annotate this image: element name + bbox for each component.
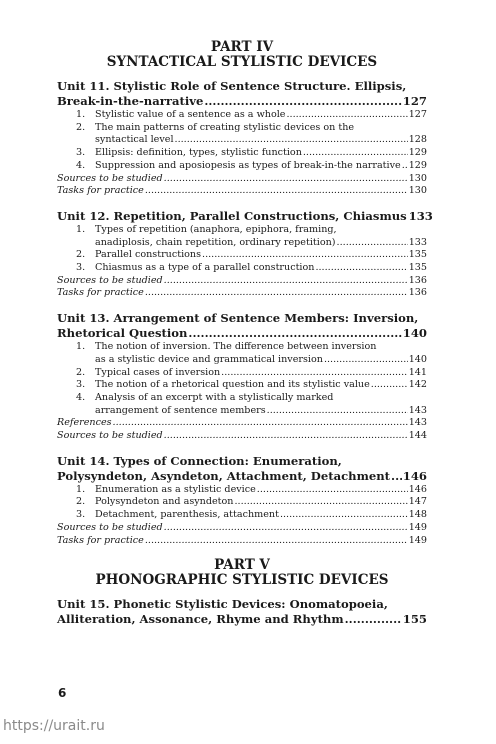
entry-number: 3. <box>76 379 86 391</box>
subsection-line <box>57 430 427 443</box>
dot-leader <box>221 367 408 380</box>
subsection-text: Sources to be studied <box>57 521 163 533</box>
entry-body <box>95 224 427 249</box>
entry-number: 4. <box>76 391 86 403</box>
entry-body <box>95 509 427 522</box>
subsection-page: 130 <box>408 172 427 184</box>
entry-number: 3. <box>76 262 86 274</box>
toc-subsection[interactable] <box>57 185 427 198</box>
subsection-line <box>57 417 427 430</box>
subsection-page: 136 <box>408 287 427 299</box>
entry-text: Polysyndeton and asyndeton <box>95 496 234 508</box>
entry-number: 3. <box>76 509 86 521</box>
unit-heading-page: 155 <box>402 612 427 627</box>
dot-leader <box>280 509 408 522</box>
part-label: PART V <box>214 557 270 574</box>
entry-body <box>95 122 427 147</box>
subsection-text: Tasks for practice <box>57 287 144 299</box>
subsection-line <box>57 173 427 186</box>
entry-page: 129 <box>408 147 427 159</box>
entry-page: 147 <box>408 496 427 508</box>
toc-subsection[interactable] <box>57 287 427 300</box>
subsection-page: 130 <box>408 185 427 197</box>
dot-leader <box>204 94 401 109</box>
entry-text: as a stylistic device and grammatical inversion <box>95 353 323 365</box>
entry-text: The notion of a rhetorical question and its stylistic value <box>95 379 370 391</box>
toc-entry[interactable] <box>57 367 427 380</box>
part-section <box>57 39 433 547</box>
toc-entry[interactable] <box>57 262 427 275</box>
toc-entry[interactable] <box>57 224 427 249</box>
part-title: PHONOGRAPHIC STYLISTIC DEVICES <box>95 572 389 589</box>
dot-leader <box>345 612 402 627</box>
entry-text: Analysis of an excerpt with a stylistically marked <box>95 391 334 403</box>
entry-number: 2. <box>76 249 86 261</box>
dot-leader <box>337 237 408 250</box>
entry-page: 135 <box>408 262 427 274</box>
toc-entry[interactable] <box>57 509 427 522</box>
dot-leader <box>286 109 407 122</box>
toc-subsection[interactable] <box>57 275 427 288</box>
entry-body <box>95 496 427 509</box>
unit-heading-page: 140 <box>402 326 427 341</box>
entry-body <box>95 379 427 392</box>
dot-leader <box>315 262 407 275</box>
subsection-page: 136 <box>408 274 427 286</box>
entry-text: anadiplosis, chain repetition, ordinary repetition) <box>95 236 336 248</box>
entry-text: Detachment, parenthesis, attachment <box>95 509 279 521</box>
entry-text: Suppression and aposiopesis as types of break-in-the narrative <box>95 159 401 171</box>
unit-heading-page: 127 <box>402 94 427 108</box>
subsection-text: References <box>57 417 112 429</box>
unit-heading-text: Unit 15. Phonetic Stylistic Devices: Onomatopoeia, <box>57 597 388 612</box>
dot-leader <box>188 326 401 341</box>
subsection-text: Sources to be studied <box>57 430 163 442</box>
entry-page: 140 <box>408 353 427 365</box>
toc-entry[interactable] <box>57 122 427 147</box>
unit-heading-text: Unit 11. Stylistic Role of Sentence Structure. Ellipsis, <box>57 79 407 93</box>
entry-line <box>95 147 427 160</box>
entry-body <box>95 249 427 262</box>
dot-leader <box>145 185 408 198</box>
unit-heading-page: 133 <box>408 208 433 223</box>
entry-body <box>95 109 427 122</box>
subsection-page: 149 <box>408 521 427 533</box>
dot-leader <box>235 496 408 509</box>
dot-leader <box>303 147 408 160</box>
entry-page: 142 <box>408 379 427 391</box>
toc-unit[interactable] <box>57 208 433 300</box>
dot-leader <box>402 160 408 173</box>
toc-unit[interactable] <box>57 454 427 548</box>
entry-line <box>95 249 427 262</box>
toc-entry[interactable] <box>57 379 427 392</box>
dot-leader <box>113 417 408 430</box>
dot-leader <box>324 354 408 367</box>
entry-text: Stylistic value of a sentence as a whole <box>95 109 286 120</box>
subsection-text: Tasks for practice <box>57 534 144 546</box>
toc-entry[interactable] <box>57 392 427 417</box>
dot-leader <box>202 249 408 262</box>
dot-leader <box>391 469 402 484</box>
subsection-line <box>57 535 427 548</box>
toc-unit[interactable] <box>57 311 427 443</box>
entry-page: 141 <box>408 366 427 378</box>
toc-unit[interactable] <box>57 597 427 627</box>
entry-number: 2. <box>76 496 86 508</box>
unit-heading-line <box>57 208 433 224</box>
dot-leader <box>164 430 408 443</box>
entry-number: 1. <box>76 223 86 235</box>
toc-entry[interactable] <box>57 484 427 497</box>
toc-subsection[interactable] <box>57 173 427 186</box>
unit-heading-line <box>57 469 427 484</box>
dot-leader <box>371 379 408 392</box>
toc-entry[interactable] <box>57 147 427 160</box>
unit-heading-page: 146 <box>402 468 427 483</box>
subsection-line <box>57 185 427 198</box>
unit-heading-text: Alliteration, Assonance, Rhyme and Rhythm <box>57 612 344 627</box>
entry-text: Parallel constructions <box>95 249 202 261</box>
entry-text: Ellipsis: definition, types, stylistic function <box>95 147 302 159</box>
part-label: PART IV <box>210 39 274 55</box>
entry-line <box>95 262 427 275</box>
entry-page: 146 <box>408 483 427 495</box>
toc-subsection[interactable] <box>57 522 427 535</box>
entry-body <box>95 392 427 417</box>
unit-heading-text: Unit 12. Repetition, Parallel Constructions, Chiasmus <box>57 208 407 223</box>
entry-text: Types of repetition (anaphora, epiphora, framing, <box>95 223 337 235</box>
entry-text: Enumeration as a stylistic device <box>95 483 256 495</box>
dot-leader <box>145 535 408 548</box>
entry-text: The notion of inversion. The difference between inversion <box>95 341 377 353</box>
unit-heading[interactable] <box>57 597 427 627</box>
entry-number: 2. <box>76 121 86 133</box>
entry-line <box>95 509 427 522</box>
toc-subsection[interactable] <box>57 417 427 430</box>
entry-page: 148 <box>408 509 427 521</box>
dot-leader <box>164 522 408 535</box>
subsection-page: 144 <box>408 430 427 442</box>
subsection-text: Sources to be studied <box>57 274 163 286</box>
unit-heading-line <box>57 326 427 341</box>
toc-entry[interactable] <box>57 496 427 509</box>
entry-line <box>95 367 427 380</box>
dot-leader <box>164 173 408 186</box>
subsection-text: Tasks for practice <box>57 185 144 197</box>
entry-body <box>95 367 427 380</box>
dot-leader <box>175 134 408 147</box>
entry-line <box>95 484 427 497</box>
unit-heading-text: Polysyndeton, Asyndeton, Attachment, Detachment <box>57 468 391 483</box>
entry-line <box>95 379 427 392</box>
subsection-page: 143 <box>408 417 427 429</box>
unit-heading[interactable] <box>57 311 427 341</box>
dot-leader <box>145 287 408 300</box>
dot-leader <box>164 275 408 288</box>
toc-entry[interactable] <box>57 341 427 366</box>
entry-body <box>95 160 427 173</box>
entry-number: 1. <box>76 341 86 353</box>
entry-page: 127 <box>408 109 427 120</box>
entry-text: Typical cases of inversion <box>95 366 221 378</box>
entry-number: 4. <box>76 159 86 171</box>
unit-heading-text: Unit 14. Types of Connection: Enumeration, <box>57 453 342 468</box>
entry-line <box>95 354 427 367</box>
entry-text: arrangement of sentence members <box>95 404 266 416</box>
entry-line <box>95 109 427 122</box>
entry-page: 128 <box>408 134 427 146</box>
toc-entry[interactable] <box>57 160 427 173</box>
part-section <box>57 558 427 627</box>
entry-body <box>95 147 427 160</box>
unit-heading-line <box>57 94 427 109</box>
subsection-line <box>57 287 427 300</box>
dot-leader <box>257 484 408 497</box>
entry-line <box>95 134 427 147</box>
toc-entry[interactable] <box>57 109 427 122</box>
toc-subsection[interactable] <box>57 430 427 443</box>
entry-body <box>95 484 427 497</box>
toc-unit[interactable] <box>57 79 427 198</box>
entry-page: 143 <box>408 404 427 416</box>
page-number: 6 <box>58 686 67 700</box>
part-title: SYNTACTICAL STYLISTIC DEVICES <box>106 54 378 70</box>
toc-entry[interactable] <box>57 249 427 262</box>
entry-body <box>95 262 427 275</box>
entry-page: 135 <box>408 249 427 261</box>
entry-text: syntactical level <box>95 134 174 146</box>
unit-heading[interactable] <box>57 454 427 484</box>
entry-page: 133 <box>408 236 427 248</box>
subsection-line <box>57 275 427 288</box>
entry-text: The main patterns of creating stylistic devices on the <box>95 121 355 133</box>
entry-number: 1. <box>76 483 86 495</box>
dot-leader <box>267 405 408 418</box>
unit-heading[interactable] <box>57 79 427 109</box>
entry-text: Chiasmus as a type of a parallel construction <box>95 262 315 274</box>
entry-line <box>95 237 427 250</box>
entry-number: 1. <box>76 109 86 120</box>
unit-heading-text: Break-in-the-narrative <box>57 94 204 108</box>
subsection-text: Sources to be studied <box>57 172 163 184</box>
entry-line <box>95 160 427 173</box>
table-of-contents <box>57 39 433 638</box>
subsection-page: 149 <box>408 534 427 546</box>
entry-number: 2. <box>76 366 86 378</box>
entry-body <box>95 341 427 366</box>
entry-number: 3. <box>76 147 86 159</box>
subsection-line <box>57 522 427 535</box>
source-watermark[interactable]: https://urait.ru <box>3 718 105 734</box>
unit-heading-line <box>57 612 427 627</box>
entry-line <box>95 405 427 418</box>
entry-line <box>95 496 427 509</box>
unit-heading-text: Rhetorical Question <box>57 326 188 341</box>
entry-page: 129 <box>408 159 427 171</box>
toc-subsection[interactable] <box>57 535 427 548</box>
unit-heading[interactable] <box>57 208 433 224</box>
unit-heading-text: Unit 13. Arrangement of Sentence Members: Inversion, <box>57 311 419 326</box>
